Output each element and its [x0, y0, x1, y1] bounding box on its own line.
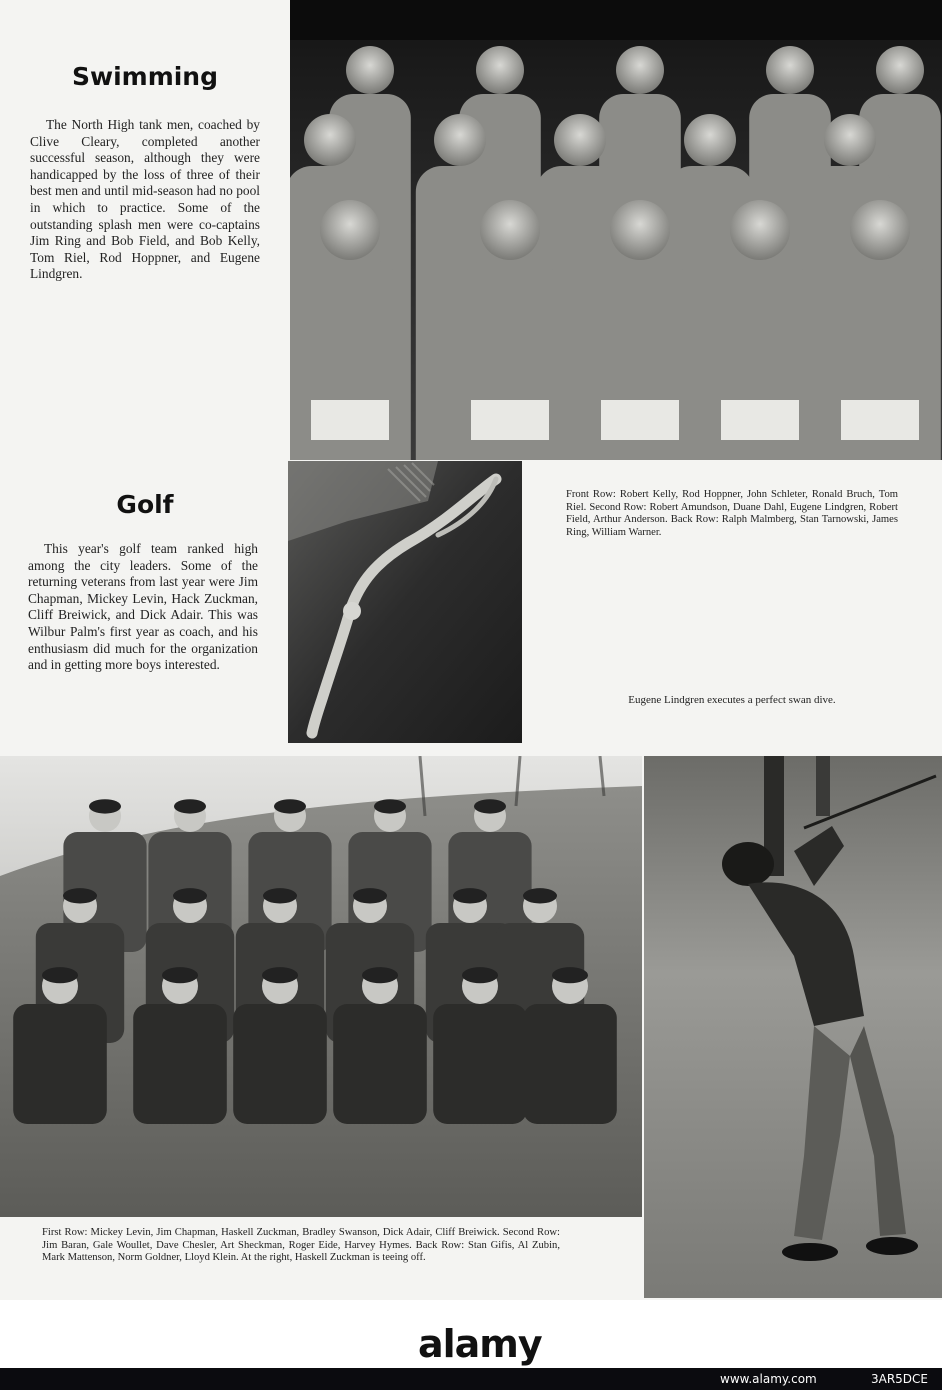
- golf-heading: Golf: [116, 490, 174, 519]
- watermark-site: www.alamy.com: [720, 1372, 817, 1386]
- swimming-body-text: The North High tank men, coached by Clive Cleary, completed another successful season, although they were handicapped by the loss of three of their best men and until mid-season had no pool in which to practice. Some of the outstanding splash men were co-captains Jim Ring and Bob Field, and Bob Kelly, Tom Riel, Rod Hoppner, and Eugene Lindgren.: [30, 117, 260, 282]
- swimming-heading: Swimming: [71, 62, 219, 91]
- image-id: 3AR5DCE: [870, 1372, 928, 1386]
- alamy-logo: alamy: [418, 1322, 542, 1366]
- swan-dive-caption: Eugene Lindgren executes a perfect swan dive.: [628, 694, 836, 706]
- swim-team-caption: Front Row: Robert Kelly, Rod Hoppner, John Schleter, Ronald Bruch, Tom Riel. Second Row: Robert Amundson, Duane Dahl, Eugene Lindgren, Robert Field, Arthur Anderson. Back Row: Ralph Malmberg, Stan Tarnowski, James Ring, William Warner.: [566, 489, 898, 538]
- swan-dive-photo: [288, 461, 522, 743]
- golf-body-text: This year's golf team ranked high among the city leaders. Some of the returning veterans from last year were Jim Chapman, Mickey Levin, Hack Zuckman, Cliff Breiwick, and Dick Adair. This was Wilbur Palm's first year as coach, and his enthusiasm did much for the organization and in getting more boys interested.: [28, 541, 258, 673]
- golfer-teeing-off-photo: [644, 756, 942, 1298]
- golf-team-caption: First Row: Mickey Levin, Jim Chapman, Haskell Zuckman, Bradley Swanson, Dick Adair, Cliff Breiwick. Second Row: Jim Baran, Gale Woullet, Dave Chesler, Art Sheckman, Roger Eide, Harvey Hymes. Back Row: Stan Gifis, Al Zubin, Mark Mattenson, Norm Goldner, Lloyd Klein. At the right, Haskell Zuckman is teeing off.: [42, 1227, 560, 1263]
- swim-team-photo: [290, 0, 942, 460]
- golf-team-photo: [0, 756, 642, 1217]
